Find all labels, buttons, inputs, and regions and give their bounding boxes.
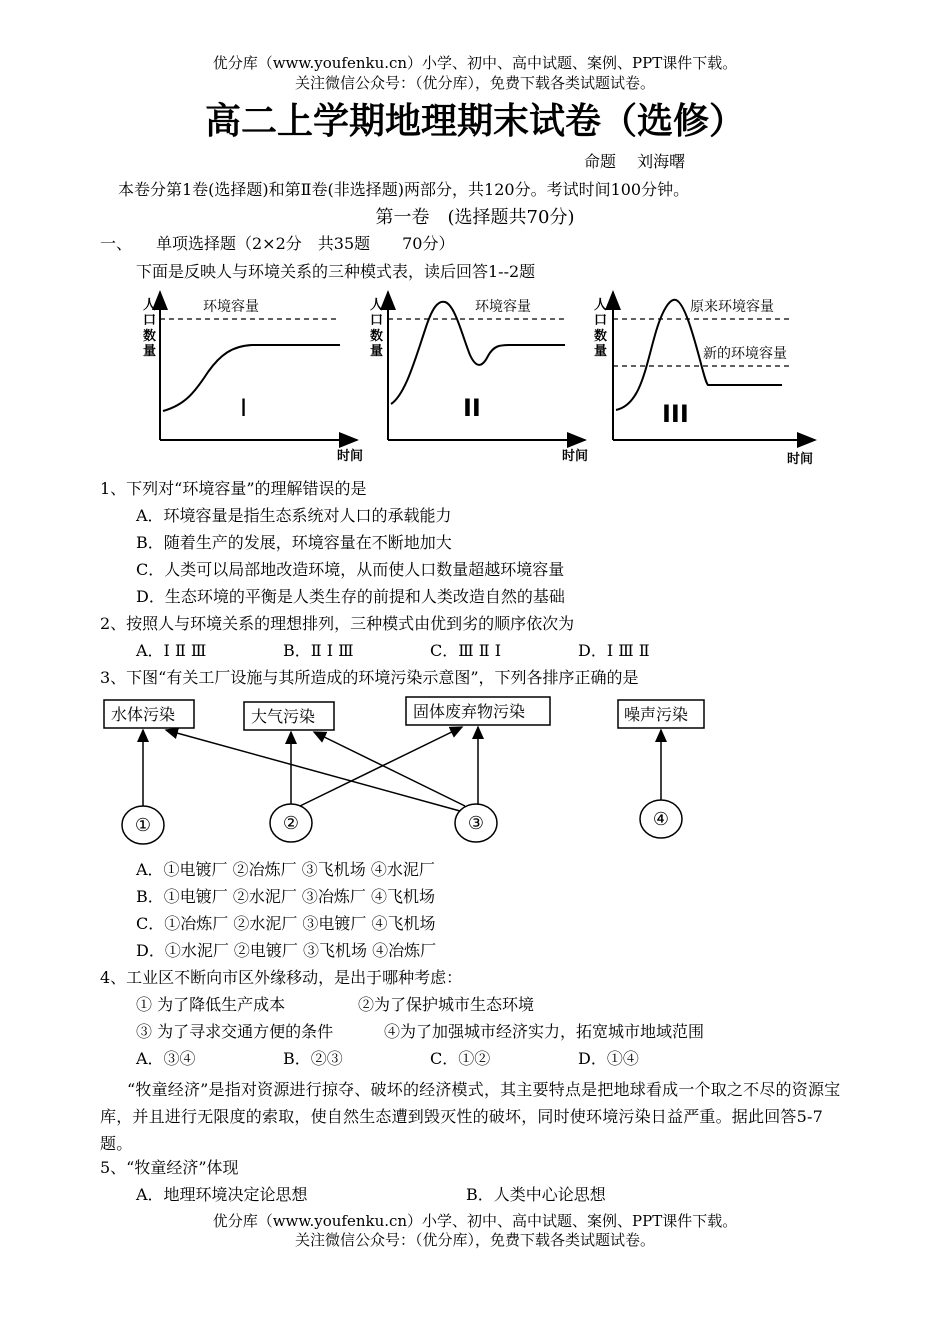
- q3-option-d: D．①水泥厂 ②电镀厂 ③飞机场 ④冶炼厂: [136, 941, 437, 960]
- header-line-1: 优分库（www.youfenku.cn）小学、初中、高中试题、案例、PPT课件下载。: [212, 54, 738, 72]
- y-label: 人: [594, 298, 608, 313]
- q1-option-c: C．人类可以局部地改造环境，从而使人口数量超越环境容量: [136, 560, 565, 579]
- y-label: 数: [370, 329, 384, 344]
- q4-option-a: A．③④: [136, 1049, 196, 1068]
- q1-option-a: A．环境容量是指生态系统对人口的承载能力: [136, 506, 452, 525]
- q4-stem: 4、工业区不断向市区外缘移动，是出于哪种考虑：: [100, 968, 463, 987]
- part-one-heading: 一、 单项选择题（2×2分 共35题 70分）: [100, 234, 455, 253]
- footer-line-1: 优分库（www.youfenku.cn）小学、初中、高中试题、案例、PPT课件下载。: [212, 1212, 738, 1230]
- solid-waste-pollution-label: 固体废弃物污染: [413, 702, 526, 721]
- y-label: 量: [143, 344, 157, 359]
- factory-number-3: ③: [467, 813, 485, 834]
- population-curve: [163, 345, 340, 411]
- figure-intro: 下面是反映人与环境关系的三种模式表，读后回答1--2题: [136, 262, 536, 281]
- original-capacity-label: 原来环境容量: [690, 299, 774, 315]
- factory-number-4: ④: [652, 809, 670, 830]
- q2-stem: 2、按照人与环境关系的理想排列，三种模式由优到劣的顺序依次为: [100, 614, 575, 633]
- author-line: 命题 刘海曙: [584, 152, 686, 171]
- q3-option-c: C．①冶炼厂 ②水泥厂 ③电镀厂 ④飞机场: [136, 914, 436, 933]
- x-label: 时间: [337, 449, 364, 464]
- q5-option-b: B．人类中心论思想: [466, 1185, 606, 1204]
- q5-option-a: A．地理环境决定论思想: [136, 1185, 308, 1204]
- model-roman-2: II: [463, 394, 481, 422]
- model-panel-3: [594, 292, 815, 467]
- q2-option-d: D．Ⅰ Ⅲ Ⅱ: [578, 641, 650, 660]
- q5-stem: 5、“牧童经济”体现: [100, 1158, 239, 1177]
- q2-option-b: B．Ⅱ Ⅰ Ⅲ: [283, 641, 354, 660]
- factory-number-2: ②: [282, 813, 300, 834]
- model-panel-2: [370, 292, 588, 464]
- x-label: 时间: [787, 452, 814, 467]
- footer-line-2: 关注微信公众号：（优分库），免费下载各类试题试卷。: [294, 1231, 655, 1249]
- intro-text: 本卷分第1卷(选择题)和第Ⅱ卷(非选择题)两部分，共120分。考试时间100分钟。: [118, 180, 690, 199]
- q3-option-b: B．①电镀厂 ②水泥厂 ③冶炼厂 ④飞机场: [136, 887, 436, 906]
- model-roman-3: III: [662, 400, 689, 428]
- capacity-label: 环境容量: [475, 299, 531, 315]
- air-pollution-label: 大气污染: [251, 707, 316, 726]
- q4-option-c: C．①②: [430, 1049, 491, 1068]
- q1-stem: 1、下列对“环境容量”的理解错误的是: [100, 479, 367, 498]
- factory-number-1: ①: [134, 815, 152, 836]
- y-label: 量: [370, 344, 384, 359]
- q4-option-b: B．②③: [283, 1049, 343, 1068]
- q3-option-a: A．①电镀厂 ②冶炼厂 ③飞机场 ④水泥厂: [136, 860, 435, 879]
- y-label: 口: [370, 313, 384, 328]
- q1-option-d: D．生态环境的平衡是人类生存的前提和人类改造自然的基础: [136, 587, 565, 606]
- page-title: 高二上学期地理期末试卷（选修）: [204, 101, 745, 142]
- pollution-diagram: [95, 690, 720, 850]
- y-label: 数: [143, 329, 157, 344]
- x-label: 时间: [562, 449, 589, 464]
- section-title: 第一卷 (选择题共70分): [375, 207, 575, 228]
- noise-pollution-label: 噪声污染: [624, 705, 689, 724]
- q3-stem: 3、下图“有关工厂设施与其所造成的环境污染示意图”，下列各排序正确的是: [100, 668, 639, 687]
- q4-option-d: D．①④: [578, 1049, 639, 1068]
- arrow-3-air: [314, 732, 465, 806]
- header-line-2: 关注微信公众号：（优分库），免费下载各类试题试卷。: [294, 74, 655, 92]
- new-capacity-label: 新的环境容量: [703, 346, 787, 362]
- q1-option-b: B．随着生产的发展，环境容量在不断地加大: [136, 533, 452, 552]
- y-label: 量: [594, 344, 608, 359]
- q2-option-c: C．Ⅲ Ⅱ Ⅰ: [430, 641, 502, 660]
- arrow-2-solid: [300, 727, 462, 806]
- model-roman-1: I: [240, 394, 248, 422]
- water-pollution-label: 水体污染: [111, 705, 176, 724]
- q4-choice-3: ③ 为了寻求交通方便的条件: [136, 1022, 334, 1041]
- q4-choice-1: ① 为了降低生产成本: [136, 995, 286, 1014]
- y-label: 口: [594, 313, 608, 328]
- population-curve: [391, 302, 565, 404]
- y-label: 数: [594, 329, 608, 344]
- y-label: 口: [143, 313, 157, 328]
- population-models-figure: [130, 285, 830, 470]
- q4-choice-2: ②为了保护城市生态环境: [358, 995, 535, 1014]
- reading-passage: “牧童经济”是指对资源进行掠夺、破坏的经济模式，其主要特点是把地球看成一个取之不尽的资源宝库，并且进行无限度的索取，使自然生态遭到毁灭性的破坏，同时使环境污染日益严重。据此回答5-7题。: [100, 1080, 841, 1153]
- y-label: 人: [143, 298, 157, 313]
- model-panel-1: [143, 292, 363, 464]
- capacity-label: 环境容量: [203, 299, 259, 315]
- q2-option-a: A．Ⅰ Ⅱ Ⅲ: [136, 641, 207, 660]
- q4-choice-4: ④为了加强城市经济实力，拓宽城市地域范围: [384, 1022, 705, 1041]
- y-label: 人: [370, 298, 384, 313]
